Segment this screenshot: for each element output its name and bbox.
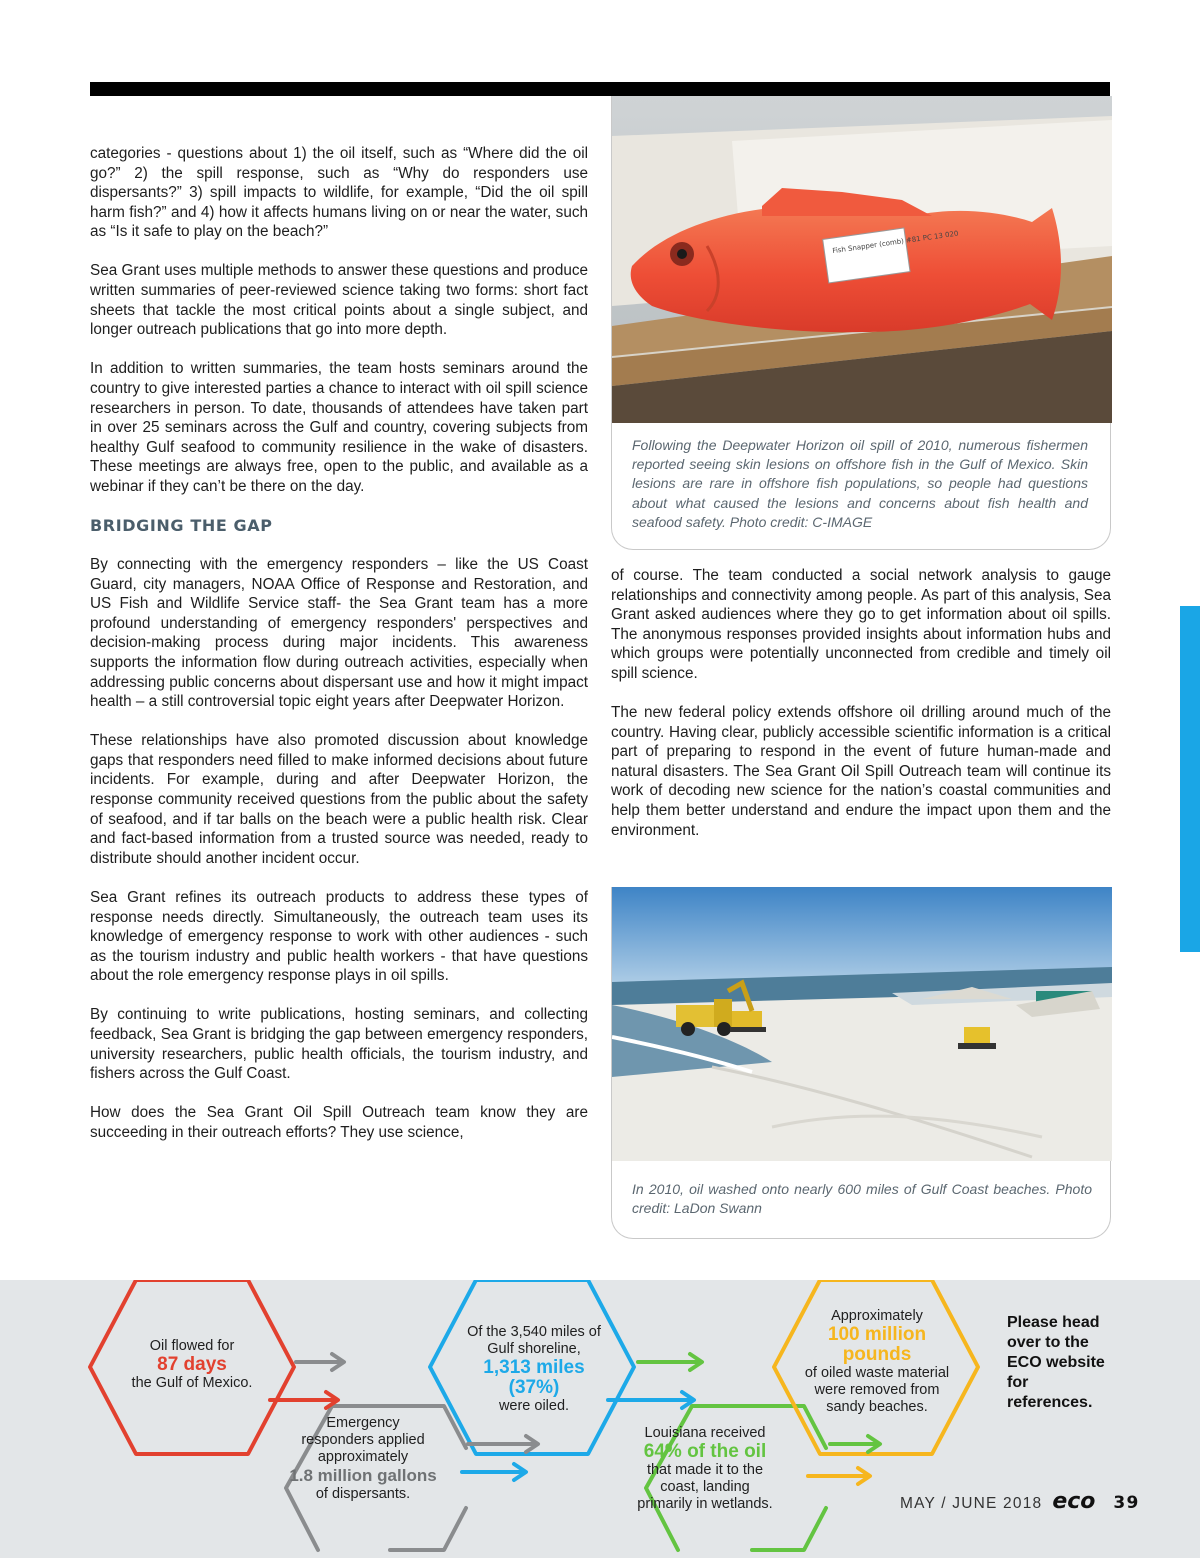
fact-pre: Approximately [831,1308,923,1324]
page-footer [900,1489,1139,1514]
left-column [90,144,588,1162]
beach-cleanup-photo [612,887,1112,1161]
body-paragraph: How does the Sea Grant Oil Spill Outreach team know they are succeeding in their outreach efforts? They use science, [90,1104,588,1141]
body-paragraph: The new federal policy extends offshore oil drilling around much of the country. Having clear, publicly accessible scientific information is a critical part of preparing to respond in the event of future human-made and natural disasters. The Sea Grant Oil Spill Outreach team will continue its work of decoding new science for the nation’s coastal communities and help them better understand and endure the impact upon them and the environment. [611,704,1111,839]
fish-photo-figure [611,96,1111,550]
body-paragraph: Sea Grant refines its outreach products to address these types of response needs directly. Simultaneously, the outreach team uses its knowledge of emergency response to work with other audiences - such as the tourism industry and public health workers - that have questions about the role emergency response plays in oil spills. [90,888,588,985]
fact-shoreline [466,1324,602,1415]
body-paragraph: In addition to written summaries, the team hosts seminars around the country to give interested parties a chance to interact with oil spill science researchers in person. To date, thousands of attendees have taken part in over 25 seminars across the Gulf and country, covering subjects from healthy Gulf seafood to community resilience in the wake of disasters. These meetings are always free, open to the public, and available as a webinar if they can’t be there on the day. [90,360,588,495]
body-paragraph: Sea Grant uses multiple methods to answer these questions and produce written summaries of peer-reviewed science taking two forms: short fact sheets that tackle the most critical points about a single subject, and longer outreach publications that go into more depth. [90,262,588,339]
fish-photo-caption: Following the Deepwater Horizon oil spill of 2010, numerous fishermen reported seeing skin lesions on offshore fish in the Gulf of Mexico. Skin lesions are rare in offshore fish populations, so people had questions about what caused the lesions and concerns about fish health and seafood safety. Photo credit: C-IMAGE [632,437,1088,530]
body-paragraph: By continuing to write publications, hosting seminars, and collecting feedback, Sea Grant is bridging the gap between emergency responders, university researchers, public health officials, the tourism industry, and fishers across the Gulf Coast. [90,1006,588,1083]
beach-photo-caption: In 2010, oil washed onto nearly 600 miles of Gulf Coast beaches. Photo credit: LaDon Swann [632,1181,1092,1217]
body-paragraph: of course. The team conducted a social network analysis to gauge relationships and connectivity among people. As part of this analysis, Sea Grant asked audiences where they go to get information about oil spills. The anonymous responses provided insights about information hubs and which groups were potentially unconnected from credible and timely oil spill science. [611,567,1111,682]
fact-dispersants [278,1415,448,1503]
top-rule [90,82,1110,96]
body-paragraph: These relationships have also promoted discussion about knowledge gaps that responders need filled to make informed decisions about future incidents. For example, during and after Deepwater Horizon, the response community received questions from the public about the safety of seafood, and if tar balls on the beach were a public health risk. Clear and fact-based information from a trusted source was needed, ready to distribute should another incident occur. [90,732,588,867]
fact-oil-flow [118,1338,266,1392]
body-paragraph: categories - questions about 1) the oil itself, such as “Where did the oil go?” 2) the spill response, such as “Why do responders use dispersants?” 3) spill impacts to wildlife, for example, “Did the oil spill harm fish?” and 4) how it affects humans living on or near the water, such as “Is it safe to play on the beach?” [90,145,588,241]
fact-post: that made it to the coast, landing primarily in wetlands. [637,1462,773,1512]
fact-post: were oiled. [498,1398,570,1414]
fact-waste-removed [796,1308,958,1416]
specimen-tag-text: Fish Snapper (comb) #81 PC 13 020 [831,229,959,256]
beach-photo-figure [611,887,1111,1239]
fact-post: of oiled waste material were removed from sandy beaches. [804,1365,950,1415]
fact-louisiana [630,1425,780,1513]
fact-pre: Of the 3,540 miles of Gulf shoreline, [467,1324,601,1357]
red-snapper-photo [612,96,1112,423]
fact-pre: Oil flowed for [149,1338,235,1354]
references-note: Please head over to the ECO website for references. [1007,1314,1105,1411]
fact-pre: Louisiana received [644,1425,766,1441]
body-paragraph: By connecting with the emergency responders – like the US Coast Guard, city managers, NOAA Office of Response and Restoration, and US Fish and Wildlife Service staff- the Sea Grant team has a more profound understanding of emergency responders' perspectives and decision-making process during major incidents. This awareness supports the information flow during outreach activities, especially when addressing public concerns about dispersant use and how it might impact health – a still controversial topic eight years after Deepwater Horizon. [90,556,588,711]
right-column [611,566,1111,860]
page-number: 39 [1113,1493,1140,1513]
fact-highlight: 1,313 miles (37%) [483,1357,585,1398]
fact-highlight: 87 days [157,1354,227,1375]
section-tab [1180,606,1200,952]
magazine-logo: eco [1052,1489,1096,1514]
fact-post: of dispersants. [315,1486,411,1502]
section-heading: BRIDGING THE GAP [90,516,273,535]
fact-highlight: 1.8 million gallons [289,1466,437,1485]
issue-date: MAY / JUNE 2018 [900,1495,1043,1512]
fact-post: the Gulf of Mexico. [131,1375,253,1391]
fact-pre: Emergency responders applied approximately [301,1415,425,1465]
fact-highlight: 100 million pounds [827,1324,927,1365]
fact-highlight: 64% of the oil [643,1441,767,1462]
